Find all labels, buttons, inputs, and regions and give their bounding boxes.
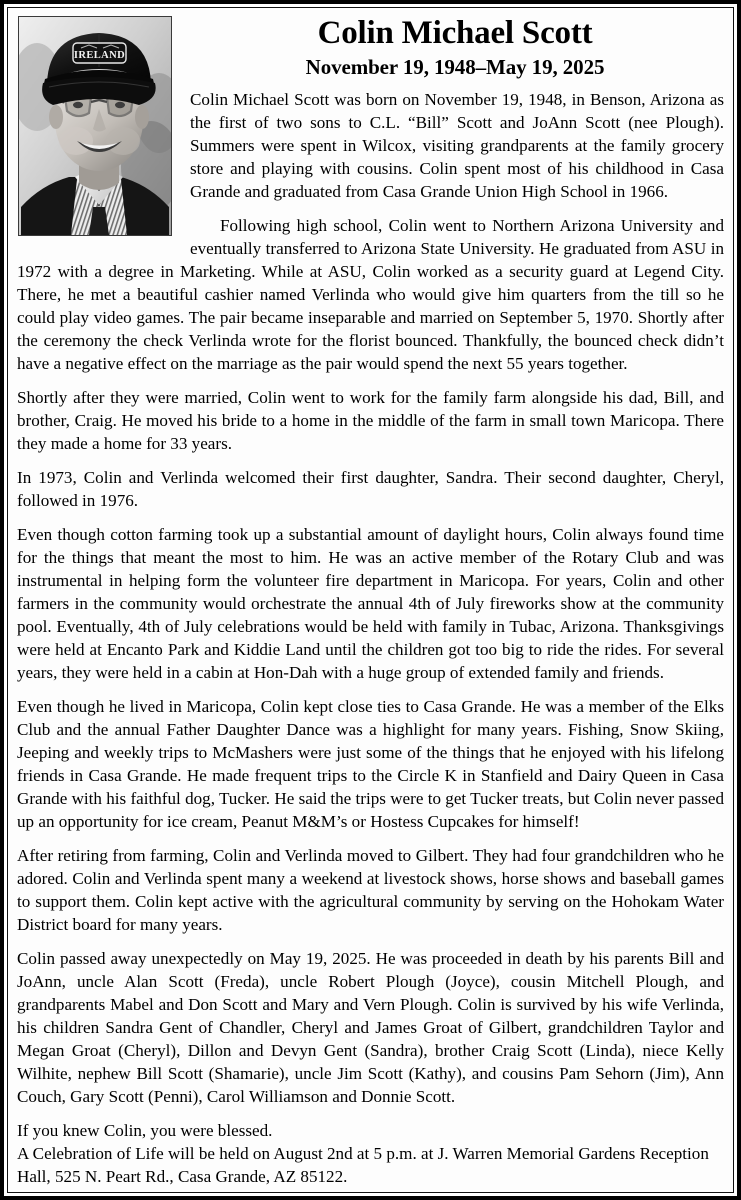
obituary-header [190, 15, 724, 79]
life-dates: November 19, 1948–May 19, 2025 [305, 54, 605, 79]
cap-logo-patch [73, 43, 126, 63]
closing-blessing: If you knew Colin, you were blessed. [17, 1120, 273, 1140]
obituary-paragraph: Shortly after they were married, Colin went to work for the family farm alongside his dad, Bill, and brother, Craig. He moved his bride to a home in the middle of the farm in small town Maricopa. There they made a home for 33 years. [17, 387, 724, 453]
obituary-body [17, 89, 724, 1189]
service-details: A Celebration of Life will be held on August 2nd at 5 p.m. at J. Warren Memorial Gardens Reception Hall, 525 N. Peart Rd., Casa Grande, AZ 85122. [17, 1144, 709, 1187]
deceased-name: Colin Michael Scott [317, 15, 593, 51]
obituary-paragraph: Colin Michael Scott was born on November 19, 1948, in Benson, Arizona as the first of two sons to C.L. “Bill” Scott and JoAnn Scott (nee Plough). Summers were spent in Wilcox, visiting grandparents at the family grocery store and playing with cousins. Colin spent most of his childhood in Casa Grande and graduated from Casa Grande Union High School in 1966. [190, 90, 724, 202]
obituary-inner-border [7, 7, 734, 1193]
obituary-paragraph: Following high school, Colin went to Northern Arizona University and eventually transferred to Arizona State University. He graduated from ASU in 1972 with a degree in Marketing. While at ASU, Colin worked as a security guard at Legend City. There, he met a beautiful cashier named Verlinda who would give him quarters from the till so he could play video games. The pair became inseparable and married on September 5, 1970. Shortly after the ceremony the check Verlinda wrote for the florist bounced. Thankfully, the bounced check didn’t have a negative effect on the marriage as the pair would spend the next 55 years together. [17, 216, 724, 373]
obituary-paragraph: Even though cotton farming took up a substantial amount of daylight hours, Colin always found time for the things that meant the most to him. He was an active member of the Rotary Club and was instrumental in helping form the volunteer fire department in Maricopa. For years, Colin and other farmers in the community would orchestrate the annual 4th of July fireworks show at the community pool. Eventually, 4th of July celebrations would be held with family in Tubac, Arizona. Thanksgivings were held at Encanto Park and Kiddie Land until the children got too big to ride the rides. For several years, they were held in a cabin at Hon-Dah with a huge group of extended family and friends. [17, 524, 724, 682]
obituary-paragraph: After retiring from farming, Colin and Verlinda moved to Gilbert. They had four grandchildren who he adored. Colin and Verlinda spent many a weekend at livestock shows, horse shows and baseball games to support them. Colin kept active with the agricultural community by serving on the Hohokam Water District board for many years. [17, 845, 724, 934]
obituary-paragraph: In 1973, Colin and Verlinda welcomed their first daughter, Sandra. Their second daughter, Cheryl, followed in 1976. [17, 467, 724, 510]
deceased-portrait-photo [18, 16, 172, 236]
svg-text:IRELAND: IRELAND [73, 50, 126, 61]
obituary-paragraph: Even though he lived in Maricopa, Colin kept close ties to Casa Grande. He was a member of the Elks Club and the annual Father Daughter Dance was a highlight for many years. Fishing, Snow Skiing, Jeeping and weekly trips to McMashers were just some of the things that he enjoyed with his lifelong friends in Casa Grande. He made frequent trips to the Circle K in Stanfield and Dairy Queen in Casa Grande with his faithful dog, Tucker. He said the trips were to get Tucker treats, but Colin never passed up an opportunity for ice cream, Peanut M&M’s or Hostess Cupcakes for himself! [17, 696, 724, 831]
obituary-paragraph: Colin passed away unexpectedly on May 19, 2025. He was proceeded in death by his parents Bill and JoAnn, uncle Alan Scott (Freda), uncle Robert Plough (Joyce), cousin Mitchell Plough, and grandparents Mabel and Don Scott and Mary and Vern Plough. Colin is survived by his wife Verlinda, his children Sandra Gent of Chandler, Cheryl and James Groat of Gilbert, grandchildren Taylor and Megan Groat (Cheryl), Dillon and Devyn Gent (Sandra), brother Craig Scott (Linda), niece Kelly Wilhite, nephew Bill Scott (Shamarie), uncle Jim Scott (Kathy), and cousins Pam Sehorn (Jim), Ann Couch, Gary Scott (Penni), Carol Williamson and Donnie Scott. [17, 948, 724, 1106]
portrait-illustration [19, 17, 171, 235]
